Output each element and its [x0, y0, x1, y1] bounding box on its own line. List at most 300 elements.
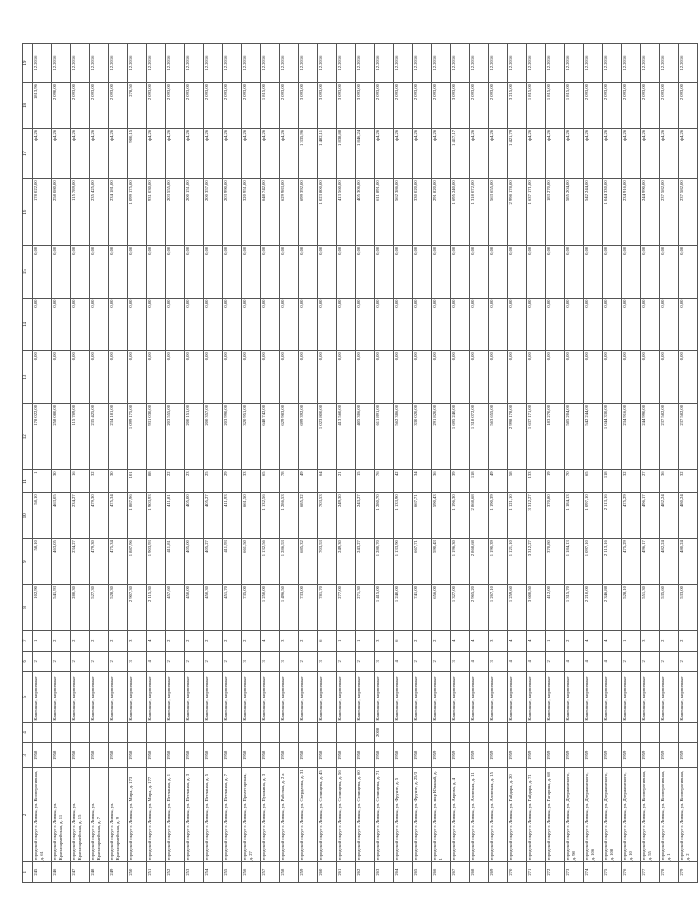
table-cell: [489, 722, 508, 743]
table-cell: ф4,26: [584, 128, 603, 178]
table-cell: 1 903,93: [147, 493, 166, 539]
column-header: 7: [23, 630, 33, 651]
table-cell: 12.2016: [90, 44, 109, 83]
table-cell: 234 916,00: [622, 403, 641, 469]
table-cell: 648 742,00: [261, 179, 280, 245]
table-cell: [679, 722, 698, 743]
table-cell: 255: [223, 862, 242, 883]
table-cell: 2 868,68: [470, 539, 489, 585]
table-cell: Каменные, кирпичные: [679, 672, 698, 722]
table-cell: Каменные, кирпичные: [470, 672, 489, 722]
table-cell: [413, 722, 432, 743]
table-cell: Каменные, кирпичные: [242, 672, 261, 722]
table-cell: 203 555,00: [166, 179, 185, 245]
table-cell: 3 093,00: [299, 83, 318, 129]
table-cell: городской округ г. Ливны, ул. Кооперативная, д. 55: [641, 768, 660, 862]
table-cell: 32: [90, 470, 109, 493]
table-cell: 248: [90, 862, 109, 883]
table-cell: 2 093,00: [166, 83, 185, 129]
table-cell: 12.2016: [432, 44, 451, 83]
table-row: [299, 44, 318, 883]
table-cell: 0,00: [527, 351, 546, 404]
table-cell: 2: [660, 651, 679, 672]
table-cell: 1: [622, 630, 641, 651]
table-cell: Каменные, кирпичные: [337, 672, 356, 722]
table-cell: 0,00: [546, 298, 565, 351]
table-cell: 2: [432, 630, 451, 651]
table-cell: 405,27: [204, 493, 223, 539]
table-cell: Каменные, кирпичные: [109, 672, 128, 722]
table-cell: 183 270,00: [546, 179, 565, 245]
table-cell: 2 093,00: [280, 83, 299, 129]
column-header: 12: [23, 403, 33, 469]
table-row: [660, 44, 679, 883]
table-cell: 1: [546, 630, 565, 651]
table-cell: 0,00: [413, 245, 432, 298]
table-cell: 1 286,53: [280, 493, 299, 539]
table-cell: 931 030,00: [147, 403, 166, 469]
table-cell: 629 983,00: [280, 403, 299, 469]
table-cell: 3: [489, 651, 508, 672]
table-cell: 482,24: [660, 539, 679, 585]
column-header: 17: [23, 128, 33, 178]
table-cell: 200 151,00: [185, 403, 204, 469]
table-cell: 4: [603, 630, 622, 651]
table-cell: 405,27: [204, 539, 223, 585]
table-cell: [394, 722, 413, 743]
table-cell: 330 020,00: [413, 403, 432, 469]
table-cell: 15: [356, 470, 375, 493]
table-cell: 1 280,70: [375, 493, 394, 539]
table-cell: городской округ г. Ливны, ул. Кооперативная, д. 2: [679, 768, 698, 862]
table-row: [242, 44, 261, 883]
column-header: 10: [23, 493, 33, 539]
table-cell: 3: [280, 651, 299, 672]
table-cell: 1 267,10: [489, 585, 508, 631]
table-cell: 475,29: [622, 539, 641, 585]
table-cell: 274: [584, 862, 603, 883]
table-cell: 27: [641, 470, 660, 493]
table-cell: 4: [451, 630, 470, 651]
table-cell: 49: [489, 470, 508, 493]
table-cell: 611 891,00: [375, 403, 394, 469]
table-cell: 2: [185, 651, 204, 672]
table-cell: 29: [223, 470, 242, 493]
table-cell: 0,00: [261, 245, 280, 298]
table-cell: 479,30: [90, 493, 109, 539]
column-header: 5: [23, 672, 33, 722]
table-cell: 1 815,00: [261, 83, 280, 129]
table-cell: городской округ г. Ливны, ул. Красноармейская, д. 11: [52, 768, 71, 862]
column-header: 18: [23, 83, 33, 129]
table-cell: 535,60: [660, 585, 679, 631]
table-row: [603, 44, 622, 883]
table-cell: 12.2016: [660, 44, 679, 83]
table-cell: 271,30: [356, 585, 375, 631]
table-cell: 4: [147, 651, 166, 672]
table-cell: 0,00: [204, 245, 223, 298]
table-cell: 2 093,00: [584, 83, 603, 129]
table-cell: 257: [261, 862, 280, 883]
table-cell: ф4,26: [470, 128, 489, 178]
table-cell: 2 093,00: [679, 83, 698, 129]
table-cell: 0,00: [394, 351, 413, 404]
table-cell: 482,24: [660, 493, 679, 539]
table-cell: 1 184,13: [565, 493, 584, 539]
table-cell: 0,00: [318, 298, 337, 351]
table-cell: 3 215,00: [508, 83, 527, 129]
table-cell: 413 560,00: [337, 403, 356, 469]
table-cell: 78: [280, 470, 299, 493]
table-cell: 450,30: [204, 585, 223, 631]
table-cell: 243,27: [356, 493, 375, 539]
table-cell: 200 357,00: [204, 403, 223, 469]
table-cell: 2 093,00: [242, 83, 261, 129]
table-cell: [622, 722, 641, 743]
table-cell: 58,10: [33, 493, 52, 539]
table-cell: 1 846,24: [356, 128, 375, 178]
table-cell: 1 815,00: [527, 83, 546, 129]
table-cell: 2: [90, 651, 109, 672]
table-cell: 2: [565, 630, 584, 651]
table-cell: 65: [584, 470, 603, 493]
table-cell: 2 093,00: [489, 83, 508, 129]
table-cell: 271: [527, 862, 546, 883]
table-cell: 1 023 800,00: [318, 403, 337, 469]
table-cell: 2 115,30: [147, 585, 166, 631]
table-cell: 2 093,00: [470, 83, 489, 129]
table-cell: 203 555,00: [166, 403, 185, 469]
table-cell: 12.2016: [166, 44, 185, 83]
table-cell: 0,00: [527, 245, 546, 298]
table-cell: Каменные, кирпичные: [166, 672, 185, 722]
table-cell: 0,00: [33, 351, 52, 404]
table-cell: 0,00: [546, 245, 565, 298]
table-cell: 411,81: [166, 539, 185, 585]
table-cell: 1 196,30: [451, 493, 470, 539]
table-cell: 2: [90, 630, 109, 651]
table-cell: 2: [356, 651, 375, 672]
table-cell: 12.2016: [584, 44, 603, 83]
table-cell: 1 099 175,00: [128, 179, 147, 245]
table-cell: 258 080,00: [52, 179, 71, 245]
table-cell: 699 392,00: [299, 403, 318, 469]
table-cell: 272: [546, 862, 565, 883]
table-cell: 203 990,00: [223, 179, 242, 245]
table-cell: 0,00: [166, 298, 185, 351]
table-cell: городской округ г. Ливны, ул. Песчаная, д. 1: [166, 768, 185, 862]
table-cell: 200 151,00: [185, 179, 204, 245]
table-cell: 0,00: [223, 298, 242, 351]
table-cell: 0,00: [489, 245, 508, 298]
table-cell: 0,00: [375, 298, 394, 351]
table-cell: 370,80: [546, 493, 565, 539]
table-cell: 0,00: [128, 245, 147, 298]
table-cell: 0,00: [90, 298, 109, 351]
table-cell: 741,00: [413, 585, 432, 631]
table-cell: 0,00: [280, 245, 299, 298]
table-body: [33, 44, 698, 883]
table-cell: 4: [527, 651, 546, 672]
table-cell: 2 093,00: [603, 83, 622, 129]
table-cell: 1959: [660, 743, 679, 768]
table-cell: 269: [489, 862, 508, 883]
table-cell: 65: [261, 470, 280, 493]
table-cell: 12.2016: [527, 44, 546, 83]
table-cell: 1 133,90: [394, 539, 413, 585]
table-cell: 611 891,00: [375, 179, 394, 245]
table-cell: 12.2016: [128, 44, 147, 83]
table-cell: 648 742,00: [261, 403, 280, 469]
table-cell: 0,00: [71, 245, 90, 298]
table-row: [261, 44, 280, 883]
table-cell: 1: [33, 470, 52, 493]
table-cell: 0,00: [451, 351, 470, 404]
table-row: [71, 44, 90, 883]
table-cell: 3: [128, 630, 147, 651]
table-cell: 2 907,30: [128, 585, 147, 631]
table-cell: 900,15: [128, 128, 147, 178]
table-row: [147, 44, 166, 883]
table-cell: городской округ г. Ливны, ул. Мира, д. 173: [128, 768, 147, 862]
table-cell: 12.2016: [679, 44, 698, 83]
table-cell: 254: [204, 862, 223, 883]
table-cell: 1 121,10: [508, 493, 527, 539]
table-cell: Каменные, кирпичные: [527, 672, 546, 722]
table-cell: 12.2016: [394, 44, 413, 83]
table-cell: 12.2016: [337, 44, 356, 83]
table-cell: 551,30: [641, 585, 660, 631]
table-cell: 2 965,20: [470, 585, 489, 631]
table-cell: 245: [33, 862, 52, 883]
table-cell: 1 327,00: [451, 585, 470, 631]
table-cell: 0,00: [242, 245, 261, 298]
table-cell: 2 093,00: [375, 83, 394, 129]
table-cell: городской округ г. Ливны, ул. Красноармейская, д. 15: [71, 768, 90, 862]
table-cell: 0,00: [451, 298, 470, 351]
table-cell: городской округ г. Ливны, ул. Мира, д. 177: [147, 768, 166, 862]
table-row: [527, 44, 546, 883]
table-cell: 260: [318, 862, 337, 883]
table-cell: 23: [185, 470, 204, 493]
table-cell: 3: [451, 651, 470, 672]
table-cell: 1 838,88: [337, 128, 356, 178]
table-cell: ф4,26: [166, 128, 185, 178]
table-cell: 2: [223, 630, 242, 651]
table-cell: 2 113,16: [603, 493, 622, 539]
table-cell: Каменные, кирпичные: [508, 672, 527, 722]
table-cell: 12.2016: [147, 44, 166, 83]
table-row: [375, 44, 394, 883]
table-cell: 0,00: [280, 298, 299, 351]
table-cell: 0,00: [565, 298, 584, 351]
table-cell: 1958: [109, 743, 128, 768]
table-cell: 1 250,00: [261, 585, 280, 631]
table-cell: ф4,26: [641, 128, 660, 178]
table-cell: Каменные, кирпичные: [641, 672, 660, 722]
table-cell: 1958: [204, 743, 223, 768]
table-cell: 249,30: [337, 539, 356, 585]
table-row: [622, 44, 641, 883]
table-cell: 1 133,90: [394, 493, 413, 539]
table-cell: 2: [622, 651, 641, 672]
table-cell: Каменные, кирпичные: [33, 672, 52, 722]
table-cell: 3 093,00: [356, 83, 375, 129]
table-cell: 412,00: [546, 585, 565, 631]
table-cell: 1813,96: [33, 83, 52, 129]
table-cell: 0,00: [90, 351, 109, 404]
table-cell: 266: [432, 862, 451, 883]
table-cell: 1958: [166, 743, 185, 768]
table-cell: 3 093,00: [337, 83, 356, 129]
table-cell: городской округ г. Ливны, ул. Селищева, д. 45: [318, 768, 337, 862]
table-cell: 2: [546, 651, 565, 672]
table-cell: 0,00: [641, 351, 660, 404]
table-cell: 237 582,00: [679, 179, 698, 245]
table-cell: 250: [128, 862, 147, 883]
table-cell: 1959: [432, 743, 451, 768]
table-cell: [565, 722, 584, 743]
table-cell: 49: [299, 470, 318, 493]
table-cell: Каменные, кирпичные: [90, 672, 109, 722]
table-cell: 3: [128, 651, 147, 672]
table-cell: 118: [470, 470, 489, 493]
table-cell: 3: [375, 630, 394, 651]
table-cell: 2: [432, 651, 451, 672]
table-cell: 4: [527, 630, 546, 651]
table-cell: [109, 722, 128, 743]
table-cell: 12.2016: [508, 44, 527, 83]
table-cell: 667,71: [413, 539, 432, 585]
table-cell: ф4,26: [185, 128, 204, 178]
table-cell: 2 093,00: [109, 83, 128, 129]
table-cell: 0,00: [185, 298, 204, 351]
table-cell: 4: [470, 651, 489, 672]
table-cell: 3 600,50: [527, 585, 546, 631]
table-cell: 1 196,30: [451, 539, 470, 585]
table-cell: 234,27: [71, 493, 90, 539]
table-cell: 1 240,00: [394, 585, 413, 631]
table-cell: 258 080,00: [52, 403, 71, 469]
table-cell: 0,00: [584, 245, 603, 298]
table-cell: 3: [280, 630, 299, 651]
table-cell: 2 346,88: [603, 585, 622, 631]
table-cell: ф4,26: [147, 128, 166, 178]
table-cell: 1: [337, 630, 356, 651]
table-cell: 1958: [375, 743, 394, 768]
table-cell: 279: [679, 862, 698, 883]
table-cell: 1 121,10: [508, 539, 527, 585]
table-cell: 1958: [280, 743, 299, 768]
table-cell: 1 335,96: [299, 128, 318, 178]
table-cell: Каменные, кирпичные: [204, 672, 223, 722]
table-cell: Каменные, кирпичные: [375, 672, 394, 722]
table-cell: городской округ г. Ливны, ул. мкр Южный, д. 1: [432, 768, 451, 862]
table-cell: 541,93: [52, 585, 71, 631]
table-cell: 931 030,00: [147, 179, 166, 245]
table-cell: городской округ г. Ливны, ул. Аврова, д. 4: [451, 768, 470, 862]
table-cell: 2: [71, 630, 90, 651]
table-cell: 1 097,10: [584, 539, 603, 585]
table-cell: 0,00: [470, 351, 489, 404]
table-cell: ф4,26: [432, 128, 451, 178]
table-cell: 133: [527, 470, 546, 493]
table-cell: 203 990,00: [223, 403, 242, 469]
table-cell: 542 244,00: [584, 179, 603, 245]
table-cell: 237 582,00: [660, 403, 679, 469]
table-cell: 277,00: [337, 585, 356, 631]
table-cell: 253: [185, 862, 204, 883]
table-cell: [204, 722, 223, 743]
table-cell: 0,00: [603, 351, 622, 404]
table-cell: 1 184,13: [565, 539, 584, 585]
table-cell: 12.2016: [71, 44, 90, 83]
table-cell: 703,53: [318, 539, 337, 585]
table-cell: городской округ г. Ливны, ул. Азовская, д. 11: [470, 768, 489, 862]
table-cell: 70: [565, 470, 584, 493]
table-cell: 1959: [565, 743, 584, 768]
table-cell: 12.2016: [356, 44, 375, 83]
table-cell: 2: [166, 630, 185, 651]
column-header: 1: [23, 862, 33, 883]
table-cell: [660, 722, 679, 743]
rotated-table-wrapper: [22, 43, 690, 883]
table-cell: 661,50: [242, 493, 261, 539]
table-cell: 0,00: [204, 298, 223, 351]
table-cell: 1958: [52, 743, 71, 768]
table-cell: 259: [299, 862, 318, 883]
table-cell: 2 093,00: [622, 83, 641, 129]
table-row: [166, 44, 185, 883]
table-cell: Каменные, кирпичные: [223, 672, 242, 722]
table-cell: 699 392,00: [299, 179, 318, 245]
table-cell: 268: [470, 862, 489, 883]
table-cell: 3: [489, 630, 508, 651]
table-cell: 234 916,00: [622, 179, 641, 245]
table-row: [185, 44, 204, 883]
table-cell: 1959: [603, 743, 622, 768]
table-cell: Каменные, кирпичные: [546, 672, 565, 722]
table-cell: 12.2016: [33, 44, 52, 83]
table-cell: 251: [147, 862, 166, 883]
table-cell: 0,00: [622, 245, 641, 298]
table-cell: 263: [375, 862, 394, 883]
table-cell: 1958: [33, 743, 52, 768]
table-cell: 1 318 072,00: [470, 403, 489, 469]
table-cell: 0,00: [109, 245, 128, 298]
table-cell: 0,00: [375, 351, 394, 404]
table-cell: 562 386,00: [394, 179, 413, 245]
table-cell: 1958: [223, 743, 242, 768]
table-cell: 235 425,00: [90, 179, 109, 245]
table-cell: 0,00: [223, 245, 242, 298]
table-cell: [527, 722, 546, 743]
table-cell: 247: [71, 862, 90, 883]
table-cell: 1 097,10: [584, 493, 603, 539]
table-cell: 0,00: [318, 245, 337, 298]
table-cell: 1 023 800,00: [318, 179, 337, 245]
table-cell: 0,00: [356, 245, 375, 298]
table-cell: [52, 722, 71, 743]
table-cell: 2: [166, 651, 185, 672]
table-cell: 0,00: [166, 351, 185, 404]
table-cell: 1959: [641, 743, 660, 768]
table-cell: 115 789,00: [71, 403, 90, 469]
table-cell: [166, 722, 185, 743]
table-cell: городской округ г. Ливны, ул. Красноармейская, д. 7: [90, 768, 109, 862]
table-cell: 235 425,00: [90, 403, 109, 469]
table-cell: 2: [109, 651, 128, 672]
